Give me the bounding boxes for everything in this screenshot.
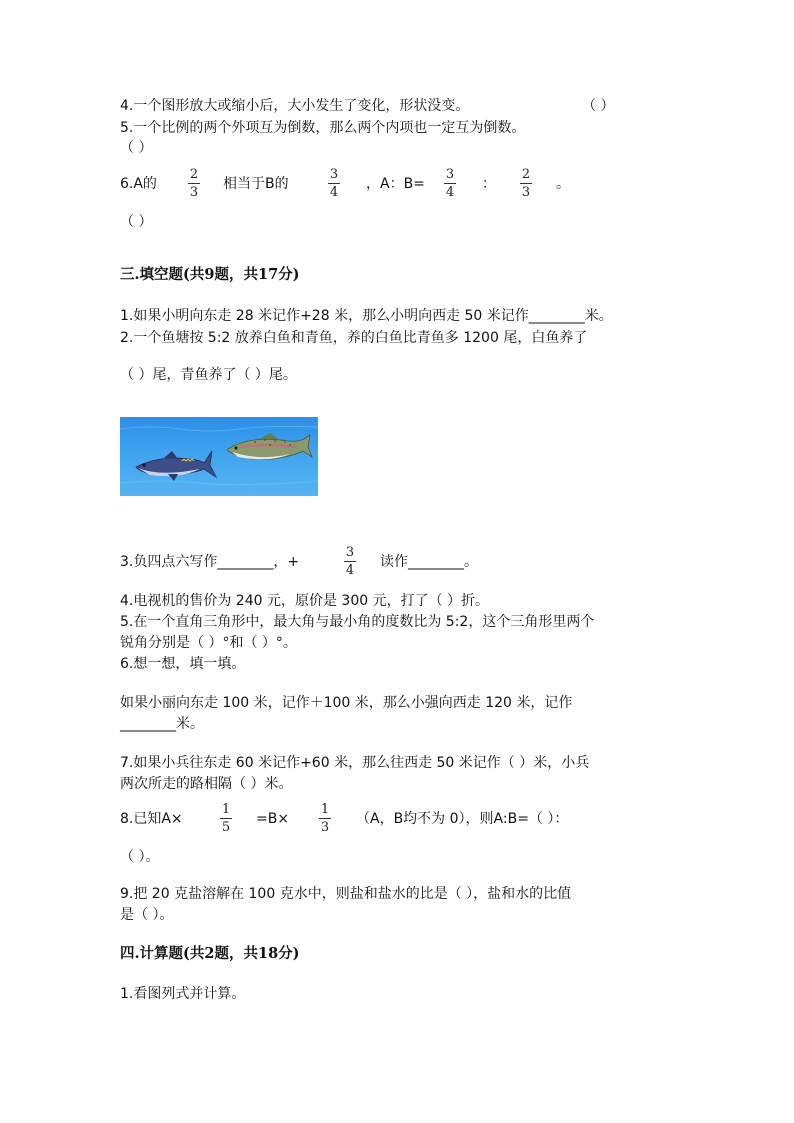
fill-q7-line1: 7.如果小兵往东走 60 米记作+60 米，那么往西走 50 米记作（ ）米，小兵: [120, 755, 590, 771]
fraction-numerator: 3: [329, 167, 339, 182]
calc-q1: 1.看图列式并计算。: [120, 986, 246, 1002]
fraction-numerator: 2: [521, 167, 531, 182]
fraction-bar: [188, 183, 200, 184]
fraction-denominator: 4: [329, 185, 339, 200]
fill-q2-line1: 2.一个鱼塘按 5:2 放养白鱼和青鱼，养的白鱼比青鱼多 1200 尾，白鱼养了: [120, 330, 588, 346]
fraction-bar: [220, 818, 232, 819]
fill-q7-line2: 两次所走的路相隔（ ）米。: [120, 776, 293, 792]
fill-q8-mid: =B×: [256, 811, 290, 827]
fill-q3-prefix: 3.负四点六写作________，+: [120, 554, 300, 570]
tuna-fish-icon: [136, 451, 216, 481]
fraction-bar: [344, 561, 356, 562]
fill-q4: 4.电视机的售价为 240 元，原价是 300 元，打了（ ）折。: [120, 593, 490, 609]
fraction-three-quarters-3: [342, 545, 358, 578]
judge-q5-answer-paren: （ ）: [120, 140, 153, 156]
fraction-bar: [319, 818, 331, 819]
fraction-bar: [328, 183, 340, 184]
fraction-denominator: 4: [345, 563, 355, 578]
fish-pond-image: [120, 417, 318, 496]
fill-q5-line2: 锐角分别是（ ）°和（ ）°。: [120, 635, 297, 651]
fraction-one-third: [317, 802, 333, 835]
judge-q4: [120, 97, 469, 115]
fraction-two-thirds: [186, 167, 202, 200]
fraction-numerator: 1: [221, 802, 231, 817]
fill-q1: 1.如果小明向东走 28 米记作+28 米，那么小明向西走 50 米记作________米。: [120, 308, 613, 324]
fraction-numerator: 3: [345, 545, 355, 560]
fraction-numerator: 2: [189, 167, 199, 182]
fraction-three-quarters-2: [442, 167, 458, 200]
fraction-denominator: 5: [221, 820, 231, 835]
fraction-bar: [444, 183, 456, 184]
fraction-numerator: 1: [320, 802, 330, 817]
judge-q4-answer-paren: （ ）: [582, 98, 615, 114]
fraction-three-quarters: [326, 167, 342, 200]
fill-q8-prefix: 8.已知A×: [120, 811, 183, 827]
trout-fish-icon: [228, 433, 312, 459]
fraction-denominator: 3: [189, 185, 199, 200]
judge-q6-answer-paren: （ ）: [120, 214, 153, 230]
section-3-heading: 三.填空题(共9题，共17分): [120, 266, 300, 283]
fill-q9-line1: 9.把 20 克盐溶解在 100 克水中，则盐和盐水的比是（ ），盐和水的比值: [120, 886, 572, 902]
judge-q4-text: 4.一个图形放大或缩小后，大小发生了变化，形状没变。: [120, 98, 470, 114]
judge-q6-prefix: 6.A的: [120, 176, 157, 192]
fill-q6-line1: 6.想一想，填一填。: [120, 656, 246, 672]
fill-q5-line1: 5.在一个直角三角形中，最大角与最小角的度数比为 5:2，这个三角形里两个: [120, 614, 595, 630]
fraction-denominator: 3: [320, 820, 330, 835]
fill-q8-line2: （ ）。: [120, 849, 160, 865]
fill-q9-line2: 是（ ）。: [120, 907, 174, 923]
judge-q5-text: 5.一个比例的两个外项互为倒数，那么两个内项也一定互为倒数。: [120, 120, 526, 136]
fish-illustration: [120, 417, 318, 496]
fraction-denominator: 4: [445, 185, 455, 200]
fraction-one-fifth: [218, 802, 234, 835]
judge-q6-colon: ：: [482, 176, 496, 192]
fraction-two-thirds-2: [518, 167, 534, 200]
fraction-bar: [520, 183, 532, 184]
judge-q6-mid2: ，A：B=: [366, 176, 425, 192]
fill-q6-line3: ________米。: [120, 716, 204, 732]
judge-q6-end: 。: [556, 176, 570, 192]
fraction-denominator: 3: [521, 185, 531, 200]
section-4-heading: 四.计算题(共2题，共18分): [120, 945, 300, 962]
fill-q2-line2: （ ）尾，青鱼养了（ ）尾。: [120, 367, 297, 383]
judge-q6-mid1: 相当于B的: [223, 176, 289, 192]
fill-q3-suffix: 读作________。: [380, 554, 478, 570]
fraction-numerator: 3: [445, 167, 455, 182]
fill-q6-line2: 如果小丽向东走 100 米，记作＋100 米，那么小强向西走 120 米，记作: [120, 695, 573, 711]
fill-q8-suffix: （A，B均不为 0），则A:B=（ ）：: [356, 811, 569, 827]
